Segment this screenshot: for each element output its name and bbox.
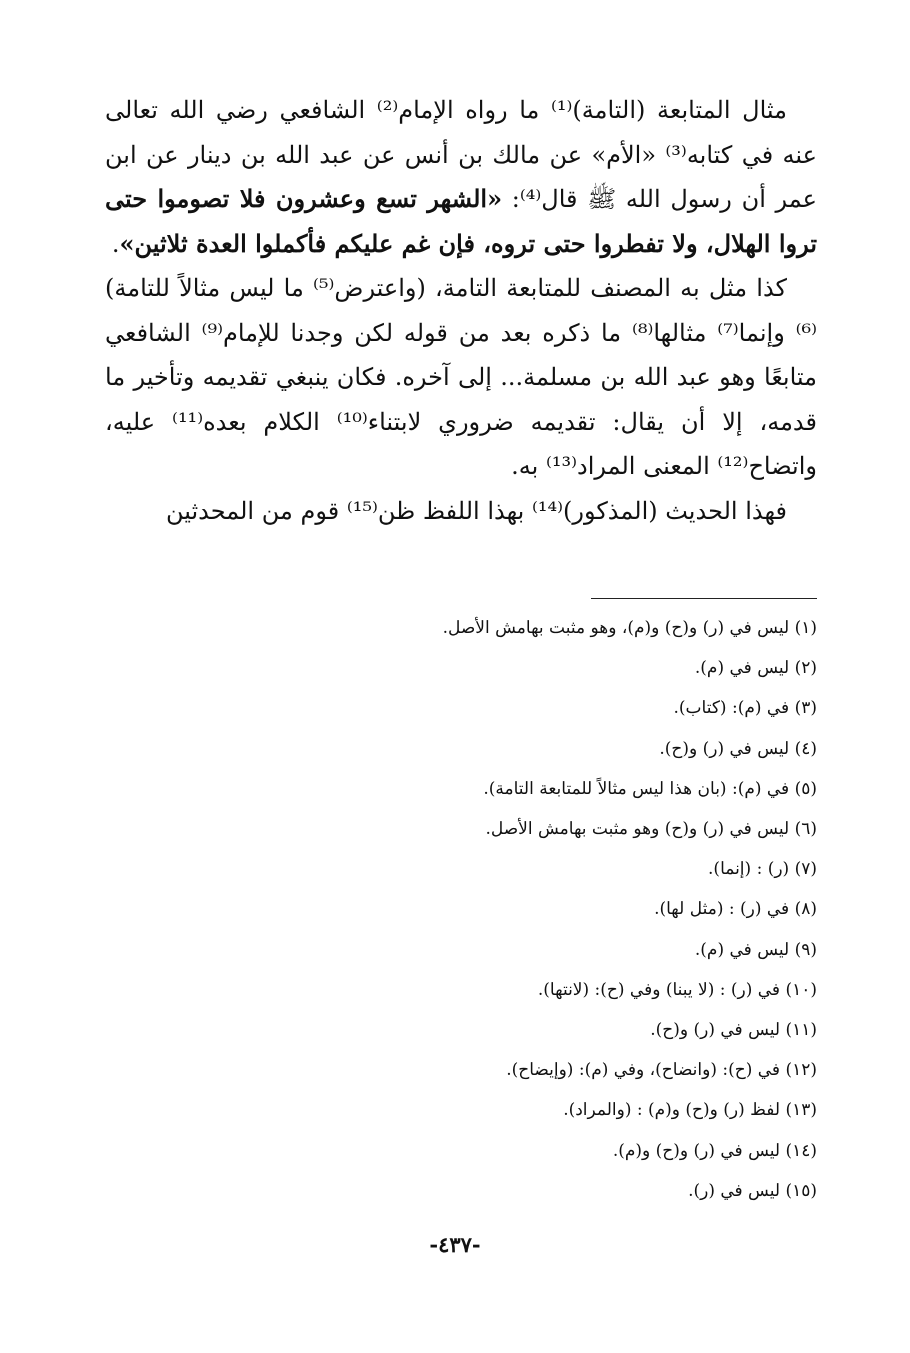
paragraph-1-segment-1: مثال المتابعة (التامة)⁽¹⁾ ما رواه الإمام⁽²⁾ الشافعي رضي الله تعالى عنه في كتابه⁽³⁾ «الأم» عن مالك بن أنس عن عبد الله بن دينار عن ابن عمر أن رسول الله ﷺ قال⁽⁴⁾: <box>105 96 817 213</box>
footnote-6: (٦) ليس في (ر) و(ح) وهو مثبت بهامش الأصل. <box>485 819 817 840</box>
footnote-7: (٧) (ر) : (إنما). <box>708 859 817 880</box>
footnote-10: (١٠) في (ر) : (لا يبنا) وفي (ح): (لانتها). <box>537 979 817 1000</box>
hadith-quote: «الشهر تسع وعشرون فلا تصوموا حتى تروا الهلال، ولا تفطروا حتى تروه، فإن غم عليكم فأكملوا العدة ثلاثين» <box>105 184 817 258</box>
footnote-separator <box>591 598 817 599</box>
footnote-5: (٥) في (م): (بان هذا ليس مثالاً للمتابعة التامة). <box>483 778 817 799</box>
footnote-15: (١٥) ليس في (ر). <box>688 1180 817 1201</box>
paragraph-2-text: كذا مثل به المصنف للمتابعة التامة، (واعترض⁽⁵⁾ ما ليس مثالاً للتامة)⁽⁶⁾ وإنما⁽⁷⁾ مثالها⁽⁸⁾ ما ذكره بعد من قوله لكن وجدنا للإمام⁽⁹⁾ الشافعي متابعًا وهو عبد الله بن مسلمة... إلى آخره. فكان ينبغي تقديمه وتأخير ما قدمه، إلا أن يقال: تقديمه ضروري لابتناء⁽¹⁰⁾ الكلام بعده⁽¹¹⁾ عليه، واتضاح⁽¹²⁾ المعنى المراد⁽¹³⁾ به. <box>105 274 818 480</box>
paragraph-1-segment-3: . <box>111 229 120 258</box>
paragraph-3 <box>105 489 817 534</box>
footnote-13: (١٣) لفظ (ر) و(ح) و(م) : (والمراد). <box>563 1100 817 1121</box>
footnote-1: (١) ليس في (ر) و(ح) و(م)، وهو مثبت بهامش الأصل. <box>442 618 817 638</box>
footnote-8: (٨) في (ر) : (مثل لها). <box>654 899 817 920</box>
footnote-4: (٤) ليس في (ر) و(ح). <box>659 738 817 759</box>
page-number: -٤٣٧- <box>429 1232 481 1257</box>
paragraph-3-text: فهذا الحديث (المذكور)⁽¹⁴⁾ بهذا اللفظ ظن⁽¹⁵⁾ قوم من المحدثين <box>165 496 787 525</box>
main-text <box>105 88 817 533</box>
footnote-3: (٣) في (م): (كتاب). <box>673 698 817 719</box>
footnote-2: (٢) ليس في (م). <box>694 658 817 679</box>
footnote-9: (٩) ليس في (م). <box>694 939 817 960</box>
paragraph-1 <box>105 88 817 266</box>
footnote-11: (١١) ليس في (ر) و(ح). <box>650 1020 817 1041</box>
page <box>105 88 817 1288</box>
footnote-12: (١٢) في (ح): (وانضاح)، وفي (م): (وإيضاح). <box>506 1060 817 1081</box>
footnote-14: (١٤) ليس في (ر) و(ح) و(م). <box>612 1140 817 1161</box>
footnotes-list <box>105 608 817 1211</box>
paragraph-2 <box>105 266 817 489</box>
